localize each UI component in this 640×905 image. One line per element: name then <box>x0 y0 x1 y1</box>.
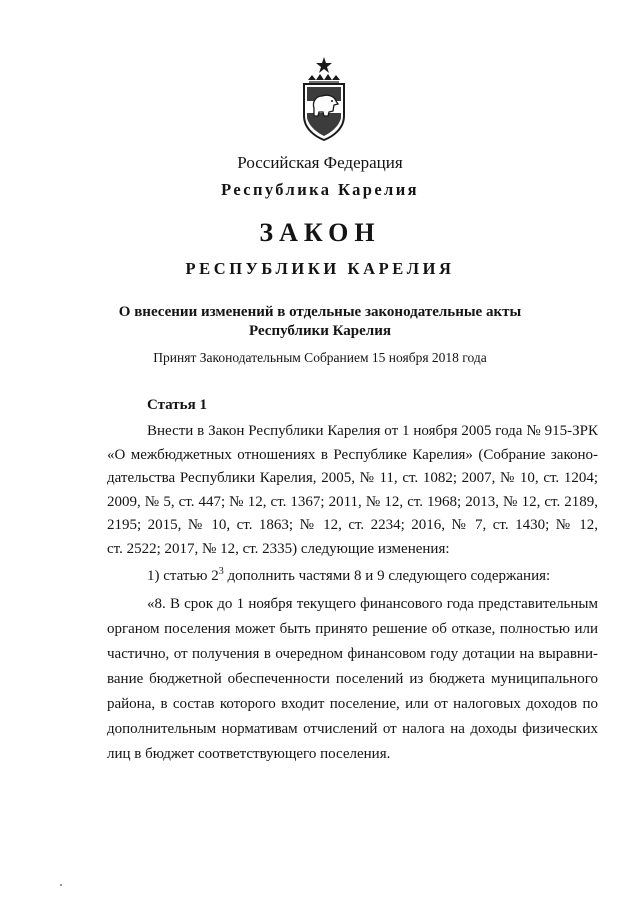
text-line: ст. 2522; 2017, № 12, ст. 2335) следующие изменения: <box>107 540 450 557</box>
country-name: Российская Федерация <box>237 153 403 172</box>
text-line: «8. В срок до 1 ноября текущего финансового года представительным <box>147 595 598 612</box>
quoted-part-8 <box>107 592 598 766</box>
law-title <box>0 303 640 341</box>
coat-of-arms-icon <box>298 56 350 142</box>
text-line: района, в состав которого входит поселение, или от налоговых доходов по <box>107 695 598 712</box>
item-1 <box>107 561 598 588</box>
text-line: дательства Республики Карелия, 2005, № 11, ст. 1082; 2007, № 10, ст. 1204; <box>107 470 598 486</box>
law-title-line: Республики Карелия <box>249 323 391 339</box>
text-line: частично, от получения в очередном финансовом году дотации на выравни- <box>107 645 598 662</box>
article-heading: Статья 1 <box>147 397 207 413</box>
item-1-superscript: 3 <box>218 566 224 577</box>
law-heading: ЗАКОН <box>259 218 381 247</box>
item-1-text-rest: дополнить частями 8 и 9 следующего содержания: <box>223 568 551 584</box>
article-body <box>107 420 598 766</box>
republic-name: Республика Карелия <box>221 180 419 199</box>
item-1-text: 1) статью 2 <box>147 568 219 584</box>
text-line: вание бюджетной обеспеченности поселений из бюджета муниципального <box>107 670 598 687</box>
text-line: 2009, № 5, ст. 447; № 12, ст. 1367; 2011, № 12, ст. 1968; 2013, № 12, ст. 2189, <box>107 493 598 510</box>
text-line: Внести в Закон Республики Карелия от 1 ноября 2005 года № 915-ЗРК <box>147 423 598 439</box>
law-title-line: О внесении изменений в отдельные законодательные акты <box>118 304 522 320</box>
text-line: «О межбюджетных отношениях в Республике Карелия» (Собрание законо- <box>107 446 598 463</box>
text-line: лиц в бюджет соответствующего поселения. <box>107 745 391 762</box>
article-intro <box>107 420 598 560</box>
law-subheading: РЕСПУБЛИКИ КАРЕЛИЯ <box>185 259 455 278</box>
adoption-note: Принят Законодательным Собранием 15 ноября 2018 года <box>153 350 487 365</box>
text-line: органом поселения может быть принято решение об отказе, полностью или <box>107 620 598 637</box>
text-line: 2195; 2015, № 10, ст. 1863; № 12, ст. 2234; 2016, № 7, ст. 1430; № 12, <box>107 517 598 533</box>
scan-speck <box>60 884 62 886</box>
text-line: дополнительным нормативам отчислений от налога на доходы физических <box>107 720 598 737</box>
